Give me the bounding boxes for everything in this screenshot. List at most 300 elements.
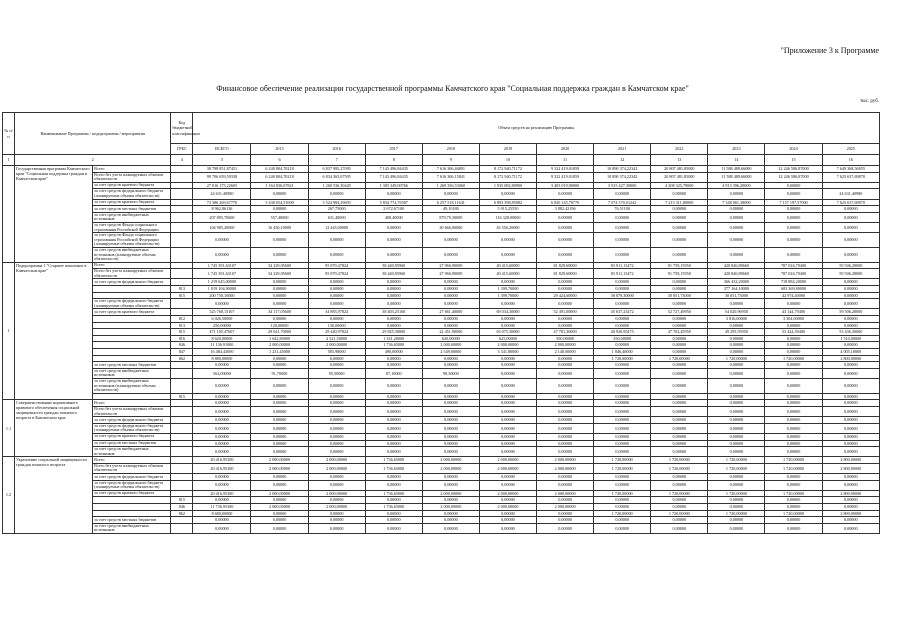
value-year: 0,00000 bbox=[365, 292, 422, 299]
value-year: 0,00000 bbox=[422, 423, 479, 433]
budget-code: 862 bbox=[171, 510, 193, 517]
value-year: 2 672,67100 bbox=[365, 206, 422, 213]
funding-source: Всего bbox=[93, 166, 171, 173]
value-year: 0,00000 bbox=[251, 440, 308, 447]
value-year: 0,00000 bbox=[251, 480, 308, 490]
value-year: 2 140,00000 bbox=[537, 349, 594, 356]
value-total: 1 745 391,63107 bbox=[193, 269, 251, 279]
value-year: 4 913 396,20000 bbox=[708, 182, 765, 189]
value-year: 7 213 311,80000 bbox=[651, 199, 708, 206]
budget-code bbox=[171, 368, 193, 378]
budget-code bbox=[171, 474, 193, 481]
value-year: 1 720,00000 bbox=[708, 355, 765, 362]
value-year: 0,00000 bbox=[479, 189, 536, 199]
value-year: 0,00000 bbox=[251, 279, 308, 286]
value-year: 59 506,28000 bbox=[822, 262, 879, 269]
value-year: 0,00000 bbox=[765, 447, 822, 457]
value-year: 0,00000 bbox=[537, 393, 594, 400]
value-year: 0,00000 bbox=[594, 406, 651, 416]
value-year: 0,00000 bbox=[537, 189, 594, 199]
value-year: 0,00000 bbox=[479, 316, 536, 323]
value-year: 0,00000 bbox=[651, 523, 708, 533]
value-year: 1 720,00000 bbox=[765, 457, 822, 464]
value-year: 59 506,28000 bbox=[822, 309, 879, 316]
value-year: 787 024,79400 bbox=[765, 269, 822, 279]
value-year: 0,00000 bbox=[822, 222, 879, 232]
row-number: 1.2 bbox=[3, 457, 15, 534]
budget-code: 812 bbox=[171, 316, 193, 323]
header-index: 2 bbox=[15, 155, 171, 166]
value-year: 0,00000 bbox=[479, 474, 536, 481]
value-year: 0,00000 bbox=[365, 497, 422, 504]
funding-source bbox=[93, 393, 171, 400]
value-year: 0,00000 bbox=[765, 349, 822, 356]
value-year: 7 625 637,69870 bbox=[822, 199, 879, 206]
value-year: 1 510,00000 bbox=[822, 335, 879, 342]
value-year: 1 399,70000 bbox=[479, 292, 536, 299]
value-year: 0,00000 bbox=[765, 423, 822, 433]
value-year: 5 438 654,51000 bbox=[251, 199, 308, 206]
value-year: 0,00000 bbox=[479, 247, 536, 262]
value-total: 1 219 645,00000 bbox=[193, 279, 251, 286]
value-year: 47 781,30000 bbox=[537, 329, 594, 336]
value-total: 0,00000 bbox=[193, 480, 251, 490]
value-year: 0,00000 bbox=[765, 393, 822, 400]
value-year: 52 491,00000 bbox=[537, 309, 594, 316]
value-year: 0,00000 bbox=[708, 342, 765, 349]
value-year: 0,00000 bbox=[594, 417, 651, 424]
funding-source: за счет средств местных бюджетов bbox=[93, 206, 171, 213]
value-year: 29 424,60000 bbox=[537, 292, 594, 299]
value-total: 0,00000 bbox=[193, 474, 251, 481]
value-total: 0,00000 bbox=[193, 417, 251, 424]
value-year: 40 415,60000 bbox=[479, 262, 536, 269]
value-year: 0,00000 bbox=[765, 342, 822, 349]
value-total: 8 620,00000 bbox=[193, 335, 251, 342]
value-year: 0,00000 bbox=[708, 417, 765, 424]
budget-code bbox=[171, 299, 193, 309]
value-year: 0,00000 bbox=[708, 393, 765, 400]
value-year: 27 661,40000 bbox=[422, 309, 479, 316]
value-year: 34 229,05600 bbox=[251, 269, 308, 279]
value-year: 0,00000 bbox=[308, 433, 365, 440]
value-year: 0,00000 bbox=[651, 393, 708, 400]
value-year: 0,00000 bbox=[365, 440, 422, 447]
header-year: 2019 bbox=[479, 144, 536, 155]
budget-code: 816 bbox=[171, 335, 193, 342]
value-year: 2 000,00000 bbox=[422, 490, 479, 497]
value-year: 7 625 637,69870 bbox=[822, 172, 879, 182]
value-year: 0,00000 bbox=[594, 497, 651, 504]
funding-source: за счет средств федерального бюджета (планируемые объемы обязательств) bbox=[93, 423, 171, 433]
value-year: 45 637,23472 bbox=[594, 309, 651, 316]
value-year: 2 000,00000 bbox=[422, 463, 479, 473]
value-year: 2 000,00000 bbox=[308, 504, 365, 511]
value-year: 0,00000 bbox=[365, 393, 422, 400]
value-year: 0,00000 bbox=[308, 480, 365, 490]
value-year: 0,00000 bbox=[365, 433, 422, 440]
budget-code: 815 bbox=[171, 329, 193, 336]
value-year: 377 164,10000 bbox=[708, 286, 765, 293]
value-year: 0,00000 bbox=[651, 206, 708, 213]
value-total: 0,00000 bbox=[193, 299, 251, 309]
value-year: 0,00000 bbox=[765, 440, 822, 447]
value-year: 0,00000 bbox=[251, 299, 308, 309]
value-year: 0,00000 bbox=[251, 433, 308, 440]
value-year: 625,00000 bbox=[479, 335, 536, 342]
value-year: 0,00000 bbox=[479, 322, 536, 329]
finance-table-wrapper bbox=[2, 112, 880, 534]
value-year: 0,00000 bbox=[479, 279, 536, 286]
value-year: 0,00000 bbox=[651, 247, 708, 262]
value-total: 73 386 269,67770 bbox=[193, 199, 251, 206]
value-total: 0,00000 bbox=[193, 447, 251, 457]
value-year: 6 240 804,70218 bbox=[251, 172, 308, 182]
value-year: 0,00000 bbox=[365, 517, 422, 524]
value-year: 0,00000 bbox=[422, 322, 479, 329]
value-year: 1 720,00000 bbox=[765, 355, 822, 362]
value-year: 2 000,00000 bbox=[479, 457, 536, 464]
value-year: 0,00000 bbox=[594, 480, 651, 490]
value-total: 8 680,00000 bbox=[193, 510, 251, 517]
row-number: 1.1 bbox=[3, 400, 15, 457]
value-year: 0,00000 bbox=[537, 362, 594, 369]
value-year: 2 000,00000 bbox=[537, 463, 594, 473]
header-year: 2025 bbox=[822, 144, 879, 155]
value-year: 0,00000 bbox=[708, 247, 765, 262]
value-year: 0,00000 bbox=[651, 222, 708, 232]
value-year: 1 305 349,00766 bbox=[365, 182, 422, 189]
value-year: 2 800,00000 bbox=[822, 355, 879, 362]
budget-code bbox=[171, 447, 193, 457]
value-year: 0,00000 bbox=[594, 322, 651, 329]
value-year: 0,00000 bbox=[537, 474, 594, 481]
value-year: 0,00000 bbox=[594, 447, 651, 457]
value-year: 87,10000 bbox=[365, 368, 422, 378]
value-year: 6 820 145,76770 bbox=[537, 199, 594, 206]
value-year: 0,00000 bbox=[651, 368, 708, 378]
value-year: 0,00000 bbox=[537, 440, 594, 447]
value-total: 250,00000 bbox=[193, 322, 251, 329]
funding-source: за счет средств федерального бюджета bbox=[93, 279, 171, 286]
budget-code bbox=[171, 480, 193, 490]
value-year: 0,00000 bbox=[765, 504, 822, 511]
value-year: 0,00000 bbox=[422, 417, 479, 424]
value-year: 83 911,13472 bbox=[594, 262, 651, 269]
value-year: 0,00000 bbox=[479, 393, 536, 400]
budget-code bbox=[171, 309, 193, 316]
value-year: 0,00000 bbox=[765, 247, 822, 262]
value-year: 7 649 368,56855 bbox=[822, 166, 879, 173]
value-year: 0,00000 bbox=[251, 497, 308, 504]
value-year: 0,00000 bbox=[822, 440, 879, 447]
value-year: 0,00000 bbox=[708, 349, 765, 356]
value-year: 0,00000 bbox=[708, 440, 765, 447]
value-year: 1 736,65000 bbox=[365, 457, 422, 464]
value-year: 0,00000 bbox=[308, 517, 365, 524]
value-year: 53 424,39400 bbox=[765, 329, 822, 336]
value-year: 0,00000 bbox=[251, 474, 308, 481]
table-row bbox=[3, 309, 880, 316]
value-year: 0,00000 bbox=[765, 474, 822, 481]
value-year: 20 807 481,85000 bbox=[651, 172, 708, 182]
value-year: 81 829,60000 bbox=[537, 262, 594, 269]
value-year: 2 000,00000 bbox=[479, 504, 536, 511]
budget-code bbox=[171, 400, 193, 407]
value-total: 99 706 659,59338 bbox=[193, 172, 251, 182]
value-year: 95 879,47824 bbox=[308, 269, 365, 279]
value-year: 3 915 427,30000 bbox=[594, 182, 651, 189]
header-year: 2021 bbox=[594, 144, 651, 155]
value-year: 0,00000 bbox=[422, 440, 479, 447]
value-year: 69 034,30000 bbox=[479, 309, 536, 316]
value-year: 0,00000 bbox=[651, 322, 708, 329]
value-year: 0,00000 bbox=[537, 523, 594, 533]
value-year: 0,00000 bbox=[308, 286, 365, 293]
value-total: 0,00000 bbox=[193, 362, 251, 369]
value-year bbox=[822, 182, 879, 189]
value-year: 2 000,00000 bbox=[251, 342, 308, 349]
table-row bbox=[3, 510, 880, 517]
value-year: 0,00000 bbox=[708, 368, 765, 378]
value-year: 0,00000 bbox=[594, 423, 651, 433]
header-num: № п/п bbox=[3, 113, 15, 155]
value-total: 20 416,95300 bbox=[193, 457, 251, 464]
table-row bbox=[3, 406, 880, 416]
value-year: 0,00000 bbox=[365, 322, 422, 329]
value-total: 0,00000 bbox=[193, 433, 251, 440]
value-year: 0,00000 bbox=[765, 206, 822, 213]
value-year: 0,00000 bbox=[537, 417, 594, 424]
value-year: 0,00000 bbox=[308, 378, 365, 393]
value-year: 0,00000 bbox=[537, 406, 594, 416]
budget-code bbox=[171, 457, 193, 464]
value-year: 1 720,00000 bbox=[651, 490, 708, 497]
header-index: 12 bbox=[594, 155, 651, 166]
table-row bbox=[3, 233, 880, 248]
funding-source: Всего без учета планируемых объемов обязательств bbox=[93, 269, 171, 279]
value-year: 0,00000 bbox=[765, 212, 822, 222]
value-year: 0,00000 bbox=[651, 299, 708, 309]
funding-source: за счет средств внебюджетных источников (планируемые объемы обязательств) bbox=[93, 247, 171, 262]
value-year: 27 966,90000 bbox=[422, 262, 479, 269]
value-year: 1 231,45000 bbox=[251, 349, 308, 356]
value-year: 0,00000 bbox=[594, 523, 651, 533]
header-index-row bbox=[3, 155, 880, 166]
value-year: 0,00000 bbox=[365, 406, 422, 416]
budget-code: 815 bbox=[171, 393, 193, 400]
value-year: 2 521,50000 bbox=[308, 335, 365, 342]
value-year: 1 736,65000 bbox=[365, 490, 422, 497]
funding-source: Всего без учета планируемых объемов обязательств bbox=[93, 406, 171, 416]
value-year: 2 000,00000 bbox=[251, 457, 308, 464]
value-year: 0,00000 bbox=[308, 423, 365, 433]
budget-code: 846 bbox=[171, 342, 193, 349]
value-year: 1 720,00000 bbox=[708, 463, 765, 473]
value-year: 29 440,97824 bbox=[308, 329, 365, 336]
value-total: 0,00000 bbox=[193, 378, 251, 393]
value-year: 5 834 774,76587 bbox=[365, 199, 422, 206]
budget-code bbox=[171, 206, 193, 213]
value-year: 1 720,00000 bbox=[594, 510, 651, 517]
value-year: 2 000,00000 bbox=[479, 490, 536, 497]
value-year: 1 720,00000 bbox=[651, 457, 708, 464]
value-year: 1 720,00000 bbox=[765, 490, 822, 497]
header-index: 9 bbox=[422, 155, 479, 166]
table-row bbox=[3, 480, 880, 490]
value-year: 0,00000 bbox=[822, 400, 879, 407]
value-year: 0,00000 bbox=[537, 279, 594, 286]
value-year: 0,00000 bbox=[708, 212, 765, 222]
document-title: Финансовое обеспечение реализации государственной программы Камчатского края "Социальная поддержка граждан в Камчатском крае" bbox=[216, 84, 689, 93]
value-year: 787 024,79400 bbox=[765, 262, 822, 269]
value-year: 0,00000 bbox=[765, 233, 822, 248]
value-year: 1 736,65000 bbox=[365, 463, 422, 473]
value-year: 0,00000 bbox=[308, 233, 365, 248]
funding-source: за счет средств внебюджетных источников bbox=[93, 212, 171, 222]
budget-code bbox=[171, 222, 193, 232]
value-year: 583,98000 bbox=[308, 349, 365, 356]
value-year: 0,00000 bbox=[708, 433, 765, 440]
value-year: 0,00000 bbox=[822, 206, 879, 213]
value-year: 0,00000 bbox=[308, 362, 365, 369]
value-year: 0,00000 bbox=[651, 406, 708, 416]
value-year: 0,00000 bbox=[708, 222, 765, 232]
value-year: 0,00000 bbox=[479, 447, 536, 457]
table-row bbox=[3, 247, 880, 262]
value-year: 6 834 365,07595 bbox=[308, 172, 365, 182]
value-year: 3 816,00000 bbox=[708, 316, 765, 323]
value-year: 0,00000 bbox=[365, 523, 422, 533]
value-year: 38 403,25160 bbox=[365, 309, 422, 316]
header-code: Код бюджетной классификации bbox=[171, 113, 193, 144]
value-year: 0,00000 bbox=[651, 212, 708, 222]
value-year: 0,00000 bbox=[765, 517, 822, 524]
value-year: 54 020,96950 bbox=[708, 309, 765, 316]
value-year: 0,00000 bbox=[479, 497, 536, 504]
value-year: 8 172 940,71172 bbox=[479, 166, 536, 173]
table-row bbox=[3, 329, 880, 336]
value-year: 0,00000 bbox=[708, 523, 765, 533]
value-year: 95 879,47824 bbox=[308, 262, 365, 269]
value-year: 267,75000 bbox=[308, 206, 365, 213]
value-year: 0,00000 bbox=[479, 362, 536, 369]
value-year: 0,00000 bbox=[251, 247, 308, 262]
value-year: 0,00000 bbox=[251, 523, 308, 533]
value-total: 1 745 391,63107 bbox=[193, 262, 251, 269]
value-year: 0,00000 bbox=[251, 447, 308, 457]
value-year: 98,30000 bbox=[422, 368, 479, 378]
value-total: 11 736,95300 bbox=[193, 504, 251, 511]
value-year: 0,00000 bbox=[308, 474, 365, 481]
value-year: 34 229,05600 bbox=[251, 262, 308, 269]
value-year: 0,00000 bbox=[537, 212, 594, 222]
table-row bbox=[3, 378, 880, 393]
funding-source bbox=[93, 335, 171, 342]
value-year: 0,00000 bbox=[594, 393, 651, 400]
value-year: 0,00000 bbox=[708, 447, 765, 457]
value-year: 0,00000 bbox=[251, 423, 308, 433]
value-year: 42 974,40000 bbox=[765, 292, 822, 299]
value-year: 0,00000 bbox=[765, 433, 822, 440]
value-year: 0,00000 bbox=[765, 378, 822, 393]
value-year: 0,00000 bbox=[651, 362, 708, 369]
table-row bbox=[3, 316, 880, 323]
funding-source: за счет средств Фонда социального страхования Российской Федерации bbox=[93, 222, 171, 232]
value-year: 2 000,00000 bbox=[422, 342, 479, 349]
value-year: 20 807 481,85000 bbox=[651, 166, 708, 173]
value-year: 30 051,73000 bbox=[708, 292, 765, 299]
program-name: Подпрограмма 1 "Старшее поколение в Камчатском крае" bbox=[15, 262, 93, 400]
value-year: 95,50000 bbox=[308, 368, 365, 378]
value-year: 0,00000 bbox=[651, 417, 708, 424]
table-row bbox=[3, 447, 880, 457]
funding-source bbox=[93, 329, 171, 336]
value-year: 0,00000 bbox=[594, 299, 651, 309]
value-year: 0,00000 bbox=[594, 212, 651, 222]
value-year: 0,00000 bbox=[822, 378, 879, 393]
value-total: 20 416,95300 bbox=[193, 463, 251, 473]
table-row bbox=[3, 355, 880, 362]
value-year: 0,00000 bbox=[708, 517, 765, 524]
value-year: 47 702,45950 bbox=[651, 329, 708, 336]
value-year: 0,00000 bbox=[365, 279, 422, 286]
budget-code: 846 bbox=[171, 504, 193, 511]
value-year: 0,00000 bbox=[308, 417, 365, 424]
value-year: 0,00000 bbox=[308, 523, 365, 533]
header-index: 10 bbox=[479, 155, 536, 166]
value-year: 490,00000 bbox=[365, 349, 422, 356]
funding-source: за счет средств местных бюджетов bbox=[93, 440, 171, 447]
value-year: 500,00000 bbox=[537, 335, 594, 342]
funding-source: Всего без учета планируемых объемов обязательств bbox=[93, 172, 171, 182]
value-year: 0,00000 bbox=[365, 286, 422, 293]
value-year: 0,00000 bbox=[308, 447, 365, 457]
value-year: 0,00000 bbox=[651, 440, 708, 447]
value-year: 1 642,80000 bbox=[251, 335, 308, 342]
value-year: 0,00000 bbox=[537, 286, 594, 293]
budget-code bbox=[171, 490, 193, 497]
value-year: 81 829,60000 bbox=[537, 269, 594, 279]
header-index: 1 bbox=[3, 155, 15, 166]
value-year: 120,00000 bbox=[251, 322, 308, 329]
budget-code bbox=[171, 378, 193, 393]
table-row bbox=[3, 433, 880, 440]
value-year: 620,00000 bbox=[422, 335, 479, 342]
funding-source: за счет средств Фонда социального страхования Российской Федерации (планируемые объемы обязательств) bbox=[93, 233, 171, 248]
value-year: 0,00000 bbox=[251, 400, 308, 407]
value-year: 0,00000 bbox=[308, 400, 365, 407]
value-year: 91,70000 bbox=[251, 368, 308, 378]
value-year: 0,00000 bbox=[822, 286, 879, 293]
value-year: 0,00000 bbox=[422, 355, 479, 362]
value-year: 0,00000 bbox=[251, 362, 308, 369]
header-index: 16 bbox=[822, 155, 879, 166]
value-total: 11 136,91000 bbox=[193, 342, 251, 349]
value-year: 0,00000 bbox=[422, 497, 479, 504]
value-year: 30 666,00000 bbox=[422, 222, 479, 232]
value-year: 0,00000 bbox=[594, 517, 651, 524]
funding-source bbox=[93, 322, 171, 329]
value-year: 29 041,70000 bbox=[251, 329, 308, 336]
value-year: 0,00000 bbox=[822, 322, 879, 329]
value-year: 0,00000 bbox=[708, 189, 765, 199]
funding-source: за счет средств местных бюджетов bbox=[93, 517, 171, 524]
value-year: 2 800,00000 bbox=[822, 457, 879, 464]
header-year: 2015 bbox=[251, 144, 308, 155]
value-total: 200 750,10000 bbox=[193, 292, 251, 299]
value-year: 1 720,00000 bbox=[594, 355, 651, 362]
